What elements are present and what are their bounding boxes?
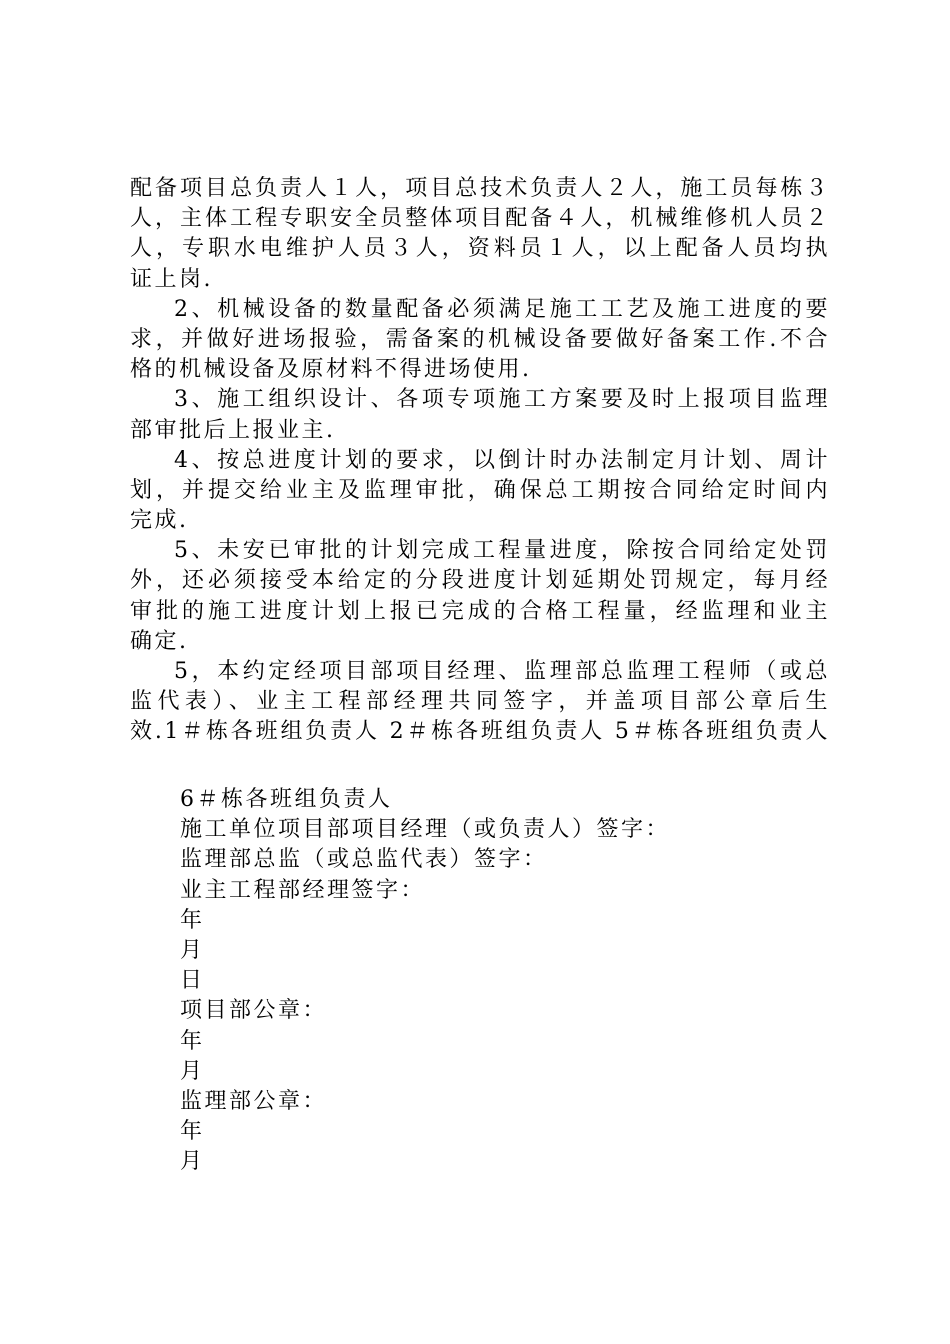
paragraph-line: 5、未安已审批的计划完成工程量进度，除按合同给定处罚 — [174, 538, 830, 564]
paragraph-line: 2、机械设备的数量配备必须满足施工工艺及施工进度的要 — [174, 296, 830, 322]
signature-block — [180, 785, 670, 1177]
date-year: 年 — [180, 1119, 205, 1145]
paragraph-line: 外，还必须接受本给定的分段进度计划延期处罚规定，每月经 — [130, 568, 830, 594]
paragraph-line: 4、按总进度计划的要求，以倒计时办法制定月计划、周计 — [174, 447, 830, 473]
paragraph-line: 配备项目总负责人１人，项目总技术负责人２人，施工员每栋３ — [130, 176, 830, 201]
paragraph-line: 求，并做好进场报验，需备案的机械设备要做好备案工作.不合 — [130, 326, 830, 352]
signature-line: 监理部总监（或总监代表）签字： — [180, 847, 548, 873]
signature-line: 业主工程部经理签字： — [180, 877, 426, 903]
seal-line: 监理部公章： — [180, 1088, 328, 1114]
signature-line: 6＃栋各班组负责人 — [180, 787, 393, 812]
paragraph-line: 完成. — [130, 508, 189, 534]
signature-line: 施工单位项目部项目经理（或负责人）签字： — [180, 817, 671, 843]
date-year: 年 — [180, 907, 205, 933]
paragraph-line: 监代表）、业主工程部经理共同签字，并盖项目部公章后生 — [130, 689, 830, 715]
paragraph-line: 证上岗. — [130, 266, 213, 292]
date-month: 月 — [180, 937, 205, 963]
paragraph-line: 效.1＃栋各班组负责人 2＃栋各班组负责人 5＃栋各班组负责人 — [130, 719, 830, 745]
paragraph-line: 3、施工组织设计、各项专项施工方案要及时上报项目监理 — [174, 387, 830, 413]
paragraph-line: 人，主体工程专职安全员整体项目配备４人，机械维修机人员２ — [130, 206, 830, 232]
paragraph-line: 部审批后上报业主. — [130, 417, 336, 443]
date-day: 日 — [180, 968, 205, 994]
paragraph-line: 确定. — [130, 628, 189, 654]
paragraph-line: 人，专职水电维护人员３人，资料员１人，以上配备人员均执 — [130, 236, 830, 262]
date-month: 月 — [180, 1058, 205, 1084]
paragraph-line: 划，并提交给业主及监理审批，确保总工期按合同给定时间内 — [130, 477, 830, 503]
agreement-body — [130, 174, 830, 748]
date-month: 月 — [180, 1149, 205, 1175]
paragraph-line: 审批的施工进度计划上报已完成的合格工程量，经监理和业主 — [130, 598, 830, 624]
paragraph-line: 格的机械设备及原材料不得进场使用. — [130, 357, 532, 383]
paragraph-line: 5，本约定经项目部项目经理、监理部总监理工程师（或总 — [174, 659, 830, 684]
date-year: 年 — [180, 1028, 205, 1054]
seal-line: 项目部公章： — [180, 998, 328, 1024]
